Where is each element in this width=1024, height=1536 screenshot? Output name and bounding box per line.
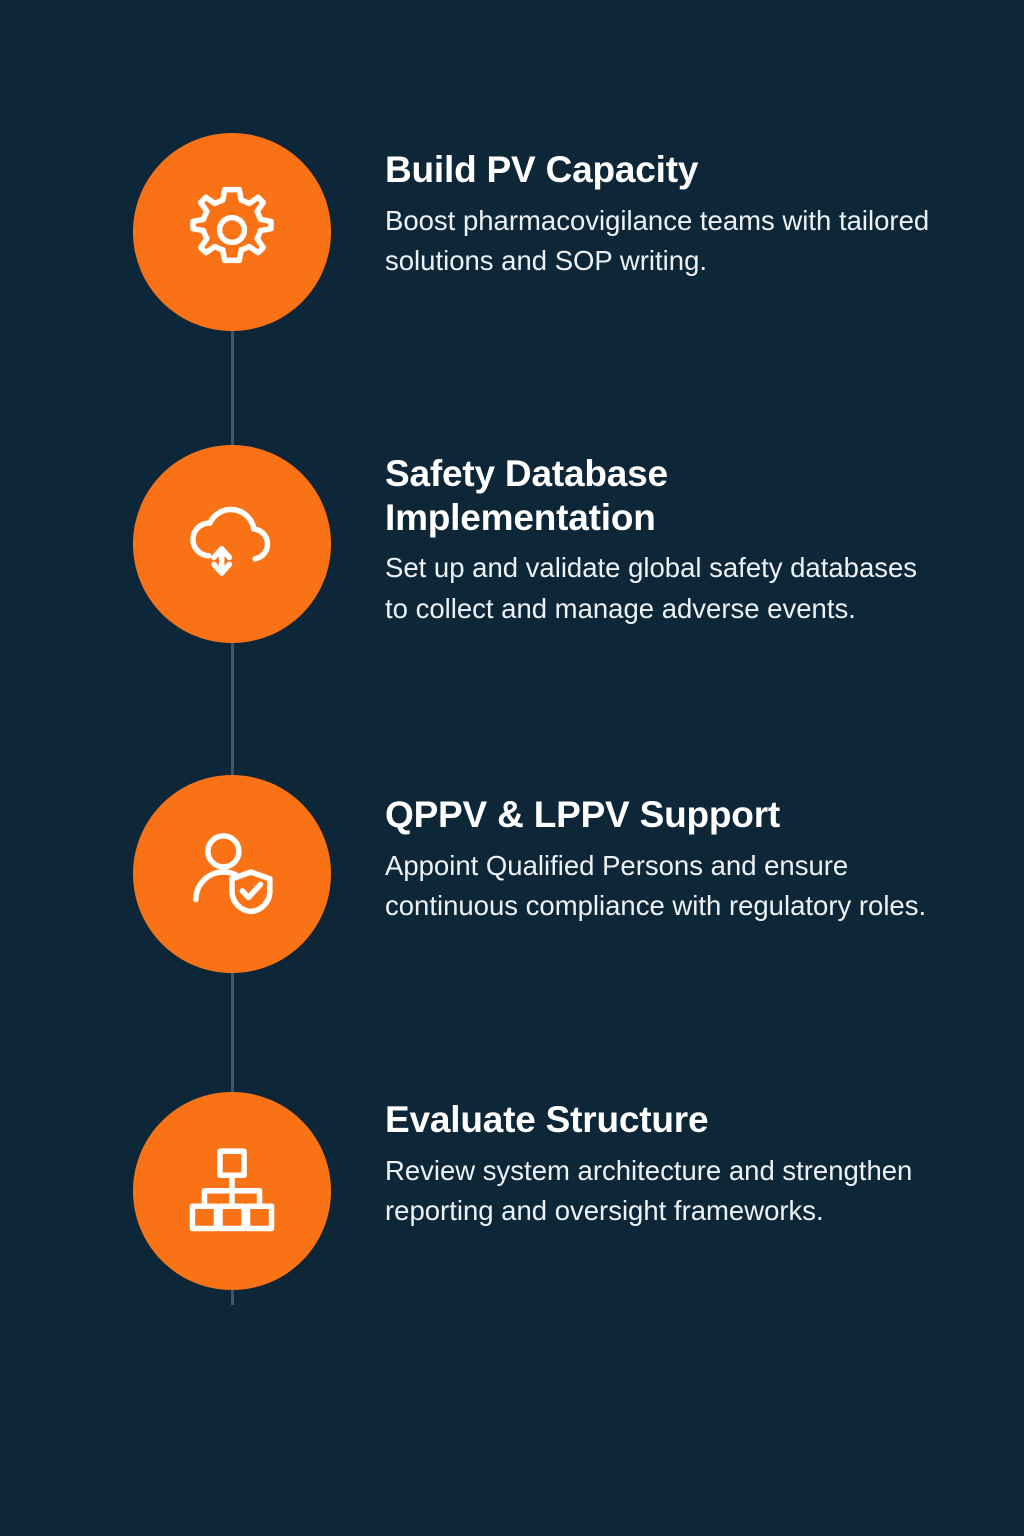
step-icon-badge: [133, 1092, 331, 1290]
gear-icon: [177, 175, 287, 290]
step-title: QPPV & LPPV Support: [385, 794, 781, 835]
step-title: Evaluate Structure: [385, 1099, 709, 1140]
step-text-block: [385, 148, 945, 282]
step-description: Set up and validate global safety databases to collect and manage adverse events.: [385, 552, 918, 624]
step-description: Appoint Qualified Persons and ensure continuous compliance with regulatory roles.: [385, 849, 927, 922]
step-text-block: [385, 1098, 945, 1232]
step-icon-badge: [133, 445, 331, 643]
cloud-sync-icon: [177, 487, 287, 602]
step-text-block: [385, 452, 945, 630]
step-title: Safety Database Implementation: [385, 453, 668, 538]
step-title: Build PV Capacity: [385, 149, 699, 190]
org-chart-icon: [177, 1134, 287, 1249]
step-description: Review system architecture and strengthen reporting and oversight frameworks.: [385, 1154, 913, 1227]
step-description: Boost pharmacovigilance teams with tailored solutions and SOP writing.: [385, 204, 930, 277]
person-shield-check-icon: [177, 817, 287, 932]
step-icon-badge: [133, 133, 331, 331]
step-text-block: [385, 793, 945, 927]
step-icon-badge: [133, 775, 331, 973]
